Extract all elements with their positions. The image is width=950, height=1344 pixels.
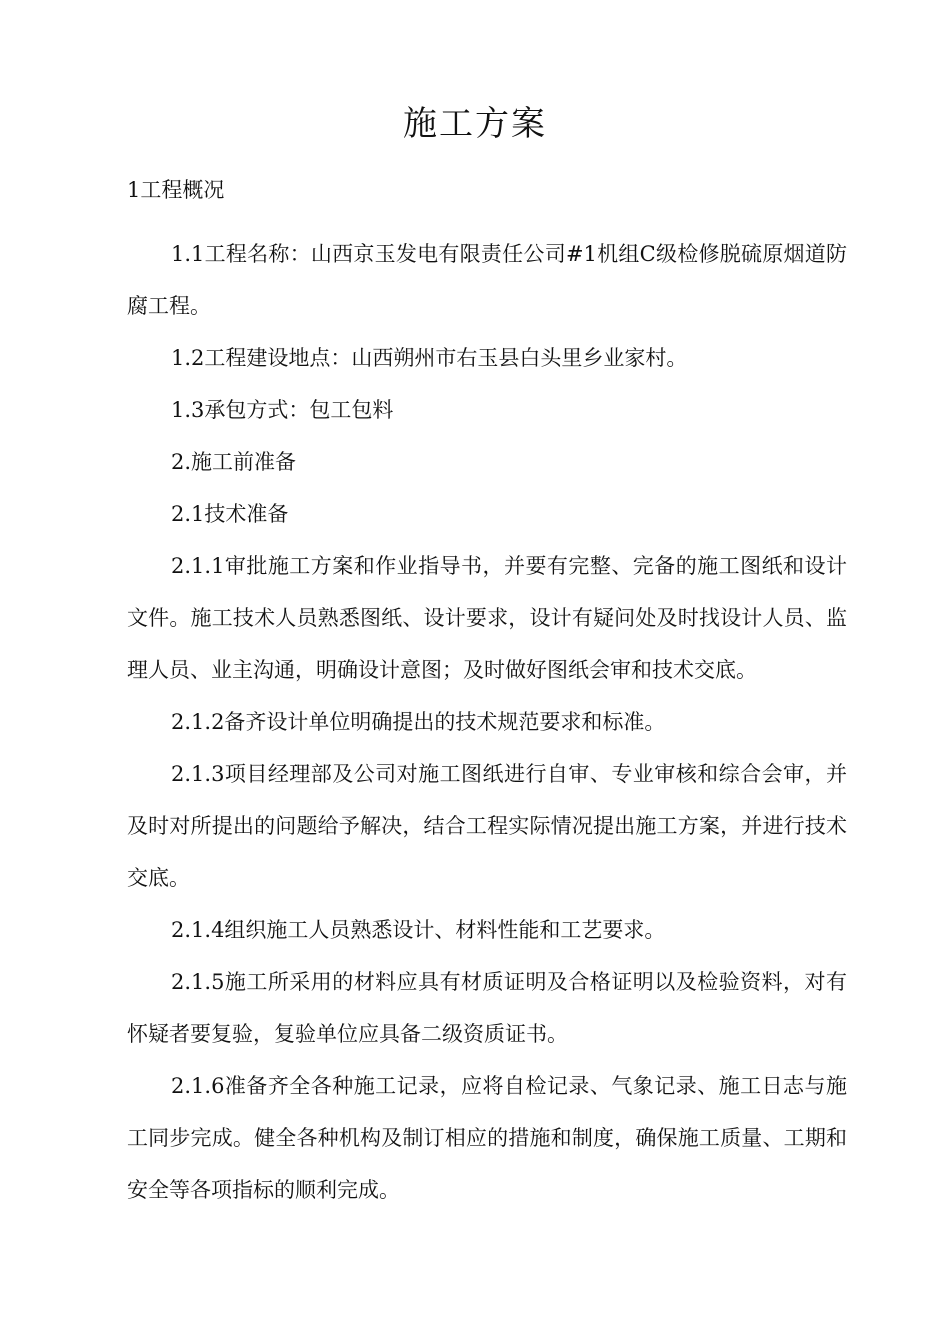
paragraph-2-1-6: 2.1.6准备齐全各种施工记录，应将自检记录、气象记录、施工日志与施工同步完成。健全各种机构及制订相应的措施和制度，确保施工质量、工期和安全等各项指标的顺利完成。 <box>127 1074 847 1202</box>
paragraph-2-1-2: 2.1.2备齐设计单位明确提出的技术规范要求和标准。 <box>171 710 666 734</box>
section-heading-project-overview: 1工程概况 <box>127 178 225 202</box>
paragraph-project-location: 1.2工程建设地点：山西朔州市右玉县白头里乡业家村。 <box>171 346 688 370</box>
document-title: 施工方案 <box>403 104 547 144</box>
paragraph-2-1-4: 2.1.4组织施工人员熟悉设计、材料性能和工艺要求。 <box>171 918 666 942</box>
paragraph-2-1-1: 2.1.1审批施工方案和作业指导书，并要有完整、完备的施工图纸和设计文件。施工技术人员熟悉图纸、设计要求，设计有疑问处及时找设计人员、监理人员、业主沟通，明确设计意图；及时做好图纸会审和技术交底。 <box>127 554 847 682</box>
paragraph-2-1-3: 2.1.3项目经理部及公司对施工图纸进行自审、专业审核和综合会审，并及时对所提出的问题给予解决，结合工程实际情况提出施工方案，并进行技术交底。 <box>127 762 847 890</box>
paragraph-technical-prep-heading: 2.1技术准备 <box>171 502 289 526</box>
paragraph-contract-method: 1.3承包方式：包工包料 <box>171 398 394 422</box>
paragraph-2-1-5: 2.1.5施工所采用的材料应具有材质证明及合格证明以及检验资料，对有怀疑者要复验，复验单位应具备二级资质证书。 <box>127 970 847 1046</box>
document-body <box>127 228 847 1216</box>
paragraph-pre-construction-heading: 2.施工前准备 <box>171 450 297 474</box>
paragraph-project-name: 1.1工程名称：山西京玉发电有限责任公司#1机组C级检修脱硫原烟道防腐工程。 <box>127 242 847 318</box>
